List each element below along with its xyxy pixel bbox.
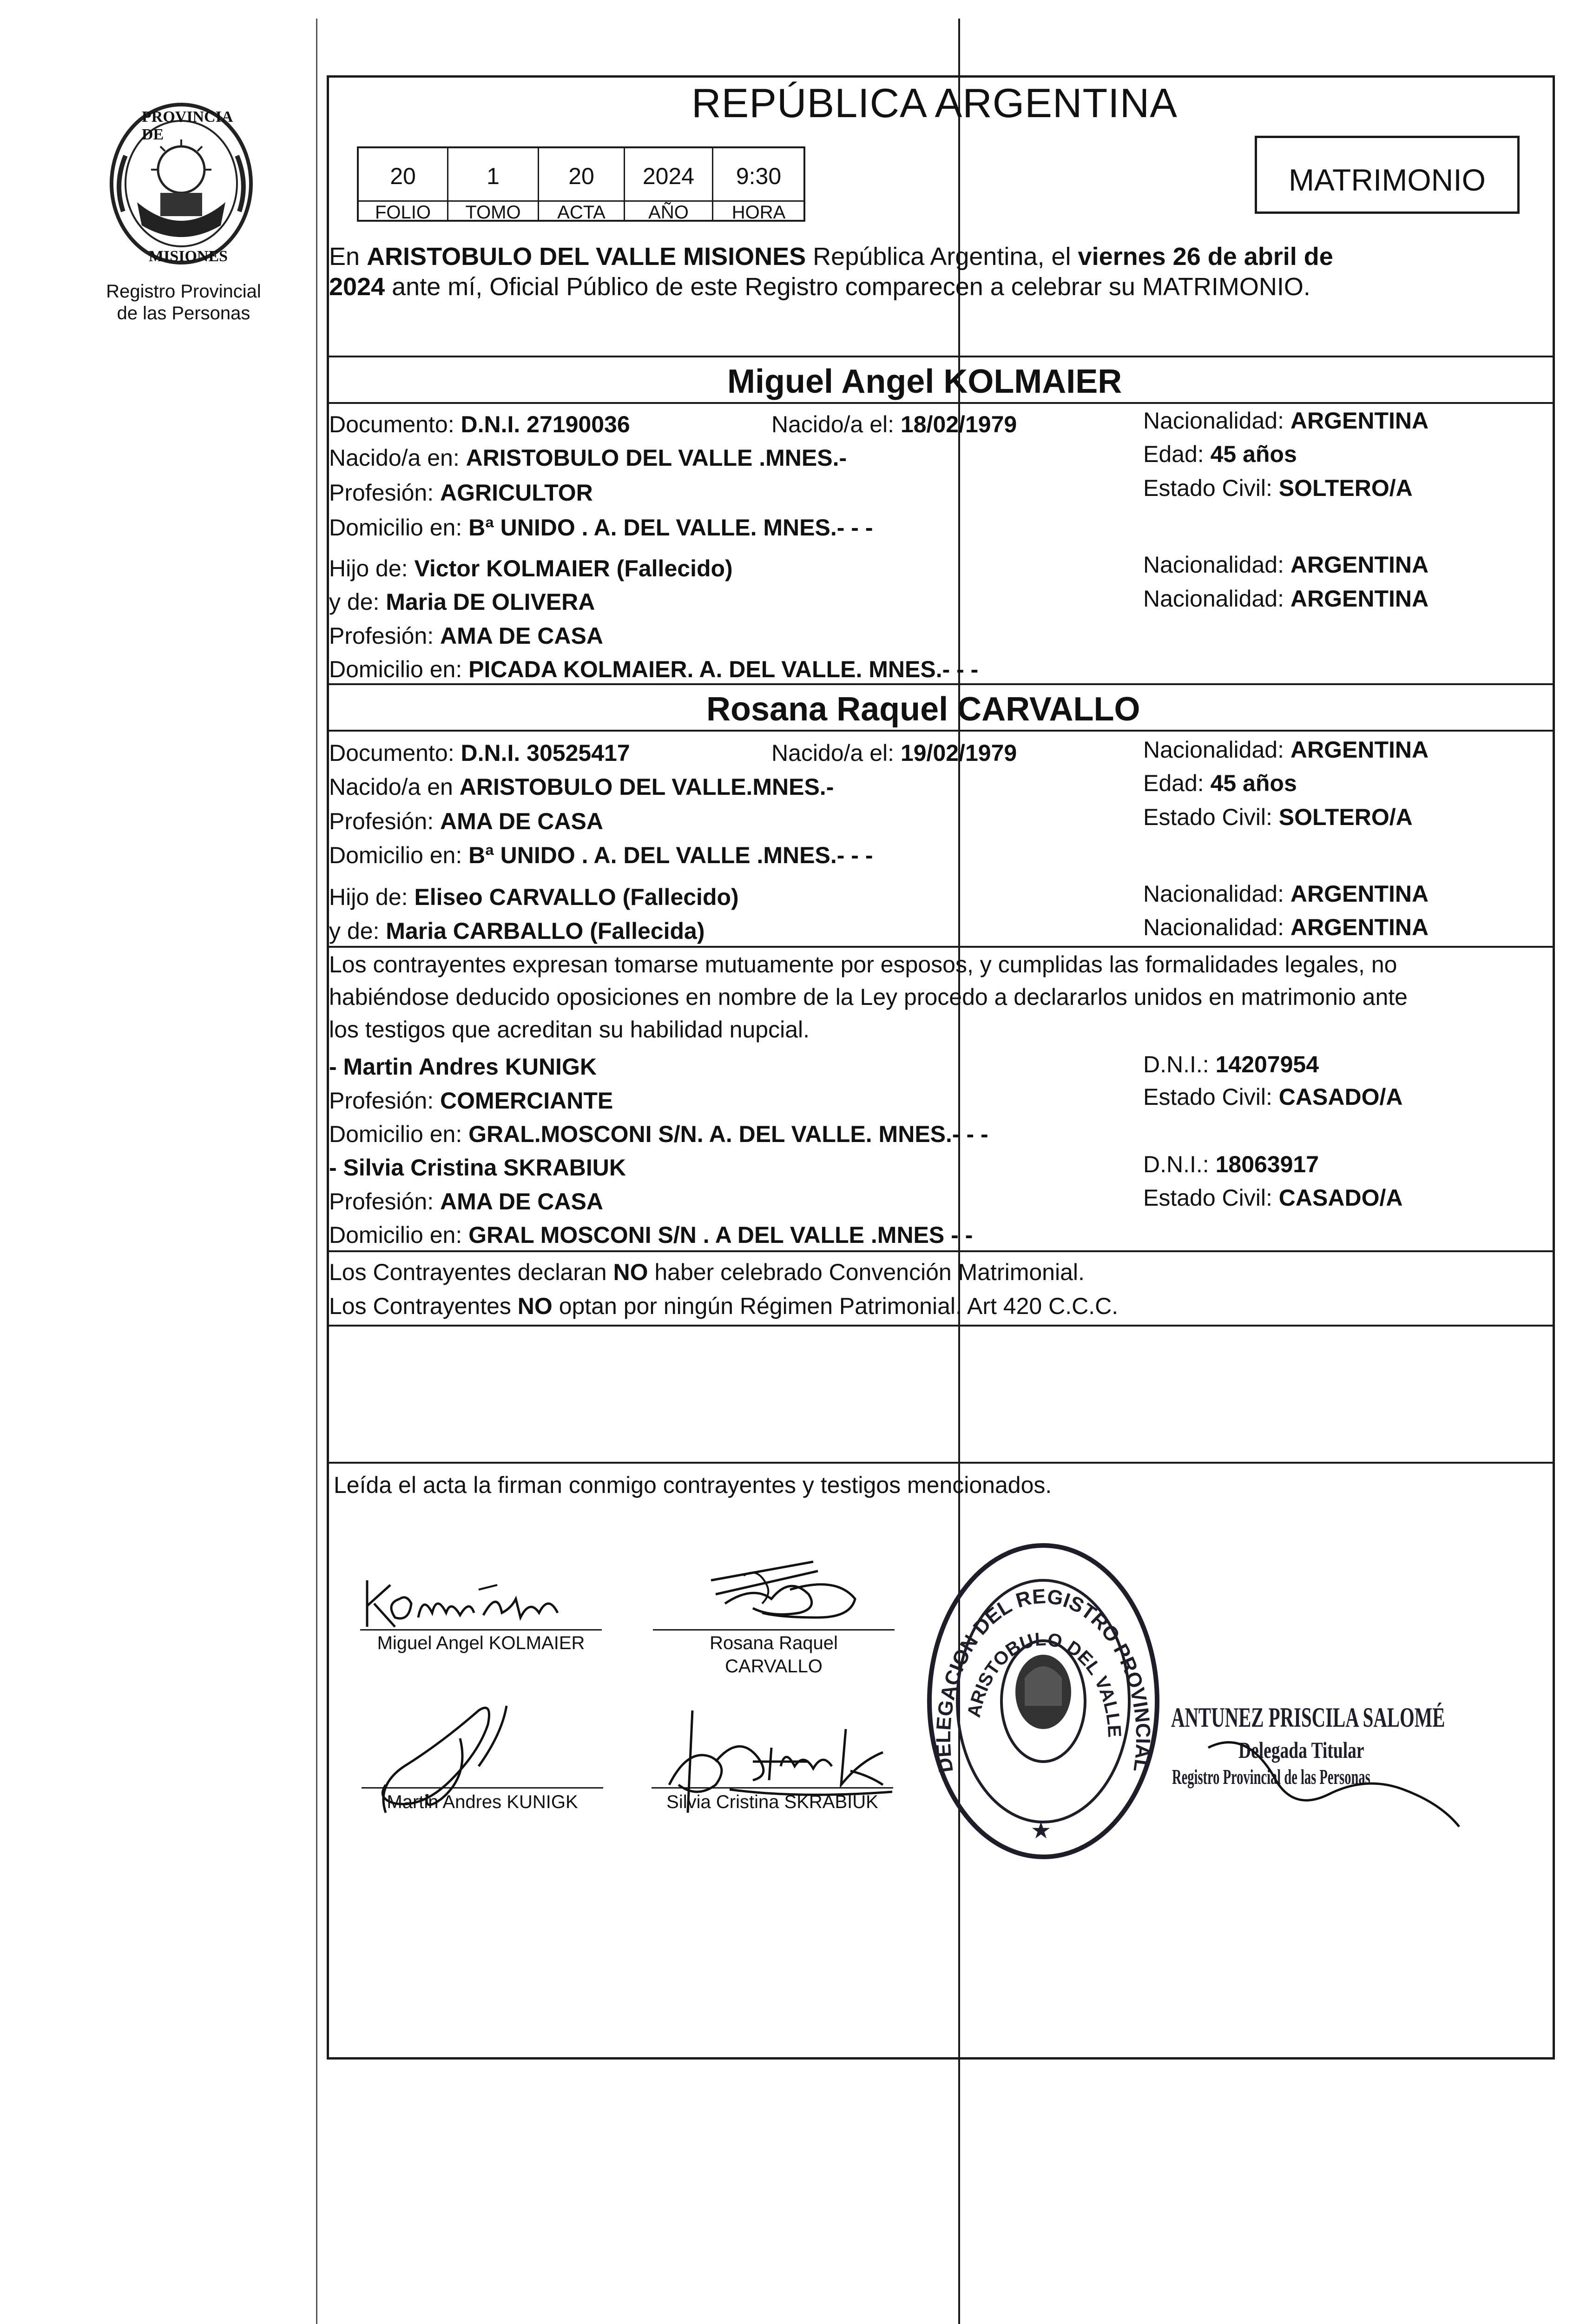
signature-label-kunigk: Martin Andres KUNIGK bbox=[387, 1792, 578, 1812]
witness2-name: - Silvia Cristina SKRABIUK bbox=[329, 1155, 626, 1181]
cell-acta-value: 20 bbox=[568, 163, 594, 189]
signature-kolmaier bbox=[358, 1562, 581, 1636]
spouse1-document: Documento: D.N.I. 27190036 bbox=[329, 411, 630, 437]
cell-hour-value: 9:30 bbox=[736, 163, 782, 189]
divider bbox=[327, 1462, 1555, 1464]
spouse2-birth-place: Nacido/a en ARISTOBULO DEL VALLE.MNES.- bbox=[329, 774, 834, 800]
witness1-dni: D.N.I.: 14207954 bbox=[1143, 1051, 1319, 1077]
spouse1-address: Domicilio en: Bª UNIDO . A. DEL VALLE. MNES.- - - bbox=[329, 515, 873, 541]
witness2-address: Domicilio en: GRAL MOSCONI S/N . A DEL VALLE .MNES - - bbox=[329, 1222, 973, 1248]
svg-text:★: ★ bbox=[1030, 1817, 1052, 1843]
witness2-civil-status: Estado Civil: CASADO/A bbox=[1143, 1185, 1403, 1211]
witness1-civil-status: Estado Civil: CASADO/A bbox=[1143, 1084, 1403, 1110]
cell-tomo-value: 1 bbox=[487, 163, 500, 189]
signature-label-kolmaier: Miguel Angel KOLMAIER bbox=[377, 1633, 585, 1653]
divider bbox=[327, 356, 1555, 357]
divider bbox=[327, 1325, 1555, 1327]
spouse1-mother: y de: Maria DE OLIVERA bbox=[329, 589, 595, 615]
cell-acta-label: ACTA bbox=[557, 202, 606, 223]
divider bbox=[327, 683, 1555, 685]
spouse2-mother: y de: Maria CARBALLO (Fallecida) bbox=[329, 918, 705, 944]
spouse2-address: Domicilio en: Bª UNIDO . A. DEL VALLE .MNES.- - - bbox=[329, 842, 873, 868]
officer-stamp-line-1: ANTUNEZ PRISCILA SALOMÉ bbox=[1171, 1702, 1445, 1733]
spouse1-profession: Profesión: AGRICULTOR bbox=[329, 480, 593, 506]
cell-hour-label: HORA bbox=[731, 202, 786, 223]
spouse2-mother-nationality: Nacionalidad: ARGENTINA bbox=[1143, 914, 1429, 940]
witness1-name: - Martin Andres KUNIGK bbox=[329, 1054, 597, 1080]
divider bbox=[327, 730, 1555, 732]
intro-line-1: En ARISTOBULO DEL VALLE MISIONES República Argentina, el viernes 26 de abril de bbox=[329, 243, 1333, 271]
spouse1-father: Hijo de: Victor KOLMAIER (Fallecido) bbox=[329, 555, 733, 581]
act-type-box bbox=[1255, 136, 1520, 214]
witness1-profession: Profesión: COMERCIANTE bbox=[329, 1088, 613, 1114]
spouse2-profession: Profesión: AMA DE CASA bbox=[329, 808, 603, 834]
spouse2-nationality: Nacionalidad: ARGENTINA bbox=[1143, 737, 1429, 763]
spouse1-mother-nationality: Nacionalidad: ARGENTINA bbox=[1143, 586, 1429, 612]
signature-label-skrabiuk: Silvia Cristina SKRABIUK bbox=[666, 1792, 878, 1812]
logo-caption-line1: Registro Provincial bbox=[106, 281, 261, 302]
province-logo bbox=[105, 100, 258, 267]
witness1-address: Domicilio en: GRAL.MOSCONI S/N. A. DEL VALLE. MNES.- - - bbox=[329, 1121, 988, 1147]
officer-stamp-line-3: Registro Provincial de las Personas bbox=[1172, 1765, 1370, 1789]
logo-text-top: PROVINCIA DE bbox=[142, 108, 232, 143]
cell-year-value: 2024 bbox=[642, 163, 695, 189]
intro-line-2: 2024 ante mí, Oficial Público de este Registro comparecen a celebrar su MATRIMONIO. bbox=[329, 273, 1310, 301]
convention-line-1: Los Contrayentes declaran NO haber celebrado Convención Matrimonial. bbox=[329, 1259, 1085, 1285]
signature-label-carvallo-2: CARVALLO bbox=[725, 1656, 823, 1677]
declaration-line-3: los testigos que acreditan su habilidad nupcial. bbox=[329, 1017, 810, 1043]
spouse1-parents-profession: Profesión: AMA DE CASA bbox=[329, 623, 603, 649]
cell-tomo-label: TOMO bbox=[465, 202, 521, 223]
convention-line-2: Los Contrayentes NO optan por ningún Régimen Patrimonial. Art 420 C.C.C. bbox=[329, 1293, 1119, 1319]
spouse1-civil-status: Estado Civil: SOLTERO/A bbox=[1143, 475, 1413, 501]
official-seal bbox=[922, 1538, 1164, 1864]
witness2-profession: Profesión: AMA DE CASA bbox=[329, 1188, 603, 1215]
cell-folio-label: FOLIO bbox=[375, 202, 431, 223]
spouse1-nationality: Nacionalidad: ARGENTINA bbox=[1143, 408, 1429, 434]
spouse1-birth-date: Nacido/a el: 18/02/1979 bbox=[771, 411, 1017, 437]
margin-rule bbox=[316, 19, 317, 2324]
spouse2-birth-date: Nacido/a el: 19/02/1979 bbox=[771, 740, 1017, 766]
header-cells bbox=[357, 146, 805, 222]
spouse1-name: Miguel Angel KOLMAIER bbox=[727, 363, 1122, 400]
signature-carvallo bbox=[697, 1548, 874, 1631]
declaration-line-2: habiéndose deducido oposiciones en nombre de la Ley procedo a declararlos unidos en matrimonio ante bbox=[329, 984, 1408, 1010]
spouse2-father-nationality: Nacionalidad: ARGENTINA bbox=[1143, 881, 1429, 907]
spouse2-father: Hijo de: Eliseo CARVALLO (Fallecido) bbox=[329, 884, 739, 910]
cell-folio-value: 20 bbox=[390, 163, 416, 189]
act-type: MATRIMONIO bbox=[1288, 163, 1486, 197]
spouse2-age: Edad: 45 años bbox=[1143, 770, 1297, 796]
divider bbox=[327, 1250, 1555, 1252]
logo-text-bottom: MISIONES bbox=[149, 248, 228, 265]
seal-inner-text: ARISTOBULO DEL VALLE bbox=[963, 1629, 1125, 1738]
signature-label-carvallo-1: Rosana Raquel bbox=[710, 1633, 838, 1653]
seal-outer-text: DELEGACION DEL REGISTRO PROVINCIAL bbox=[932, 1585, 1155, 1774]
spouse2-civil-status: Estado Civil: SOLTERO/A bbox=[1143, 804, 1413, 830]
divider bbox=[327, 402, 1555, 404]
spouse1-birth-place: Nacido/a en: ARISTOBULO DEL VALLE .MNES.- bbox=[329, 445, 847, 471]
divider bbox=[327, 946, 1555, 948]
officer-signature bbox=[1190, 1720, 1468, 1841]
spouse1-parents-address: Domicilio en: PICADA KOLMAIER. A. DEL VALLE. MNES.- - - bbox=[329, 656, 979, 682]
spouse2-name: Rosana Raquel CARVALLO bbox=[706, 691, 1140, 728]
logo-caption-line2: de las Personas bbox=[117, 303, 250, 324]
declaration-line-1: Los contrayentes expresan tomarse mutuamente por esposos, y cumplidas las formalidades legales, no bbox=[329, 951, 1397, 977]
officer-stamp-line-2: Delegada Titular bbox=[1238, 1737, 1364, 1763]
witness2-dni: D.N.I.: 18063917 bbox=[1143, 1151, 1319, 1177]
spouse2-document: Documento: D.N.I. 30525417 bbox=[329, 740, 630, 766]
page-title: REPÚBLICA ARGENTINA bbox=[691, 80, 1178, 126]
cell-year-label: AÑO bbox=[648, 202, 689, 223]
closing-text: Leída el acta la firman conmigo contrayentes y testigos mencionados. bbox=[334, 1472, 1052, 1498]
spouse1-age: Edad: 45 años bbox=[1143, 441, 1297, 467]
spouse1-father-nationality: Nacionalidad: ARGENTINA bbox=[1143, 552, 1429, 578]
